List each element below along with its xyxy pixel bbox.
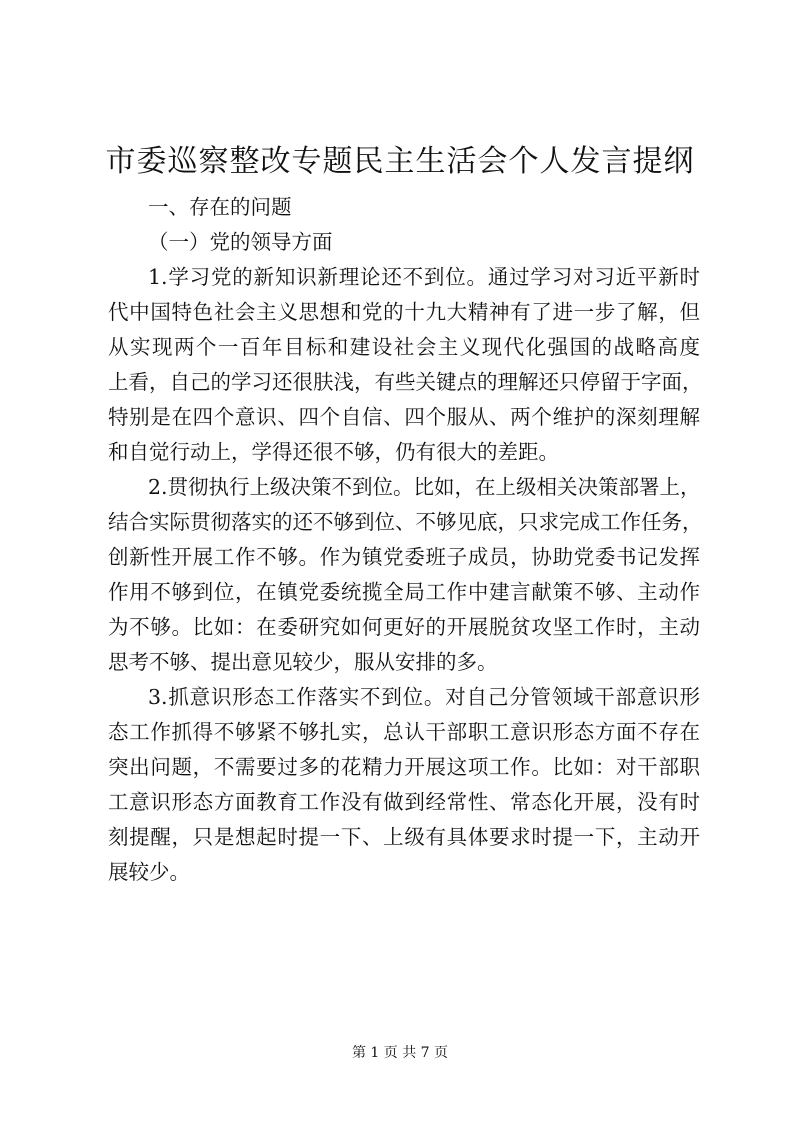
subsection-heading: （一）党的领导方面: [148, 230, 333, 254]
paragraph-3-line-6: 展较少。: [108, 860, 190, 884]
paragraph-2-line-5: 为不够。比如：在委研究如何更好的开展脱贫攻坚工作时，主动: [108, 615, 700, 639]
paragraph-1-line-2: 代中国特色社会主义思想和党的十九大精神有了进一步了解，但: [108, 300, 700, 324]
page-number-footer: 第 1 页 共 7 页: [351, 1045, 449, 1061]
paragraph-2-line-4: 作用不够到位，在镇党委统揽全局工作中建言献策不够、主动作: [108, 580, 700, 604]
paragraph-1-line-6: 和自觉行动上，学得还很不够，仍有很大的差距。: [108, 440, 559, 464]
document-body: [108, 190, 703, 890]
section-heading: 一、存在的问题: [148, 195, 292, 219]
paragraph-1-line-5: 特别是在四个意识、四个自信、四个服从、两个维护的深刻理解: [108, 405, 700, 429]
paragraph-2-line-1: 2.贯彻执行上级决策不到位。比如，在上级相关决策部署上，: [148, 475, 701, 499]
paragraph-3-line-5: 刻提醒，只是想起时提一下、上级有具体要求时提一下，主动开: [108, 825, 700, 849]
document-title: 市委巡察整改专题民主生活会个人发言提纲: [105, 144, 695, 179]
paragraph-2-line-2: 结合实际贯彻落实的还不够到位、不够见底，只求完成工作任务，: [108, 510, 703, 534]
paragraph-2-line-6: 思考不够、提出意见较少，服从安排的多。: [108, 650, 498, 674]
paragraph-1-line-3: 从实现两个一百年目标和建设社会主义现代化强国的战略高度: [108, 335, 700, 359]
paragraph-2-line-3: 创新性开展工作不够。作为镇党委班子成员，协助党委书记发挥: [108, 545, 700, 569]
paragraph-3-line-2: 态工作抓得不够紧不够扎实，总认干部职工意识形态方面不存在: [108, 720, 700, 744]
paragraph-3-line-1: 3.抓意识形态工作落实不到位。对自己分管领域干部意识形: [148, 685, 700, 709]
paragraph-3-line-3: 突出问题，不需要过多的花精力开展这项工作。比如：对干部职: [108, 755, 700, 779]
paragraph-1-line-4: 上看，自己的学习还很肤浅，有些关键点的理解还只停留于字面，: [108, 370, 703, 394]
paragraph-3-line-4: 工意识形态方面教育工作没有做到经常性、常态化开展，没有时: [108, 790, 700, 814]
paragraph-1-line-1: 1.学习党的新知识新理论还不到位。通过学习对习近平新时: [148, 265, 700, 289]
